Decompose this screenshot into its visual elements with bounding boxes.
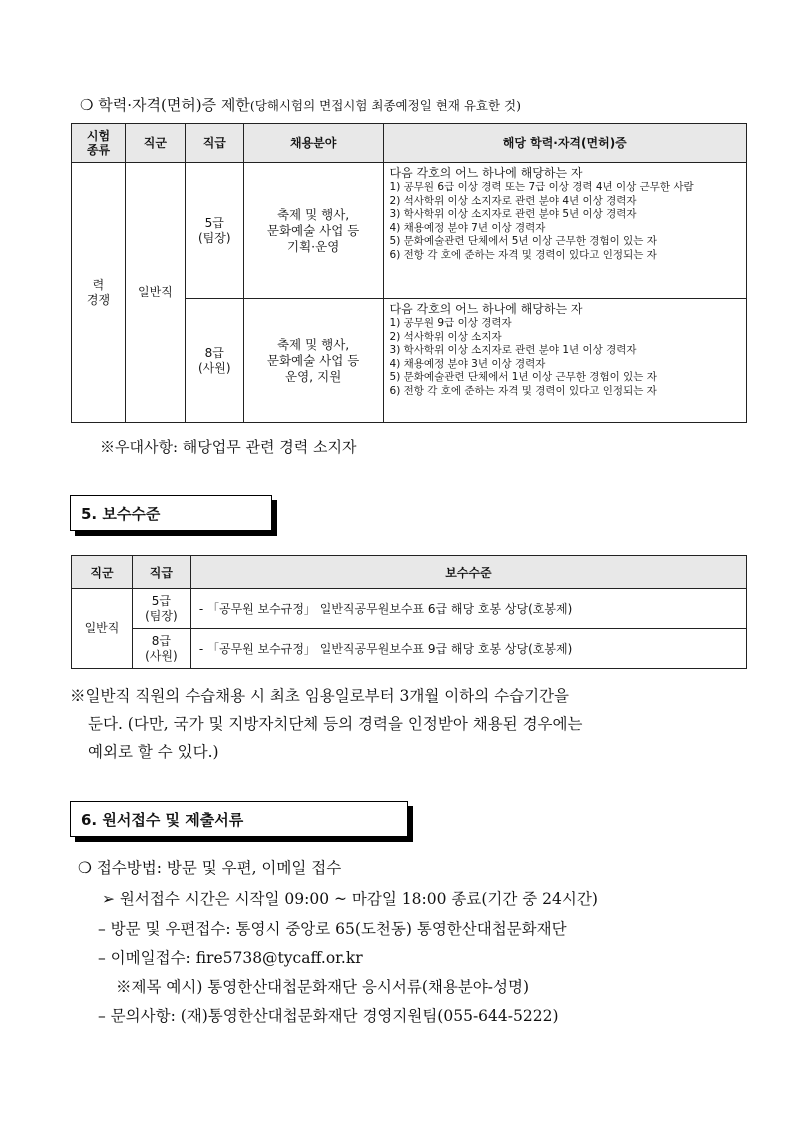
contact-info: – 문의사항: (재)통영한산대첩문화재단 경영지원팀(055-644-5222) [98, 1007, 559, 1025]
table-row [72, 589, 747, 629]
qualification-heading [80, 94, 521, 115]
qualification-item: 3) 학사학위 이상 소지자로 관련 분야 5년 이상 경력자 [389, 208, 637, 220]
pay-table [71, 555, 747, 669]
table-row [72, 163, 747, 299]
probation-note-line: 둔다. (다만, 국가 및 지방자치단체 등의 경력을 인정받아 채용된 경우에는 [88, 715, 583, 733]
grade-cell: 8급 (사원) [132, 629, 190, 669]
field-cell: 축제 및 행사, 문화예술 사업 등 운영, 지원 [243, 299, 383, 423]
probation-note [70, 682, 740, 766]
qualification-item: 2) 석사학위 이상 소지자로 관련 분야 4년 이상 경력자 [389, 194, 637, 207]
header-grade: 직급 [185, 124, 243, 163]
circle-bullet-icon: ❍ [80, 96, 94, 114]
section6-title: 6. 원서접수 및 제출서류 [70, 801, 408, 837]
job-group-cell: 일반직 [72, 589, 133, 669]
email-address: – 이메일접수: fire5738@tycaff.or.kr [98, 949, 363, 967]
header-grade: 직급 [132, 556, 190, 589]
qualification-heading-note: (당해시험의 면접시험 최종예정일 현재 유효한 것) [249, 98, 522, 113]
qualification-lead: 다음 각호의 어느 하나에 해당하는 자 [389, 302, 583, 316]
qualification-item: 6) 전항 각 호에 준하는 자격 및 경력이 있다고 인정되는 자 [389, 248, 657, 261]
qualification-table-header-row [72, 124, 747, 163]
header-exam-type: 시험 종류 [72, 124, 126, 163]
grade-cell: 5급 (팀장) [185, 163, 243, 299]
probation-note-line: 예외로 할 수 있다.) [88, 743, 219, 761]
application-time: ➢ 원서접수 시간은 시작일 09:00 ~ 마감일 18:00 종료(기간 중 24시간) [102, 890, 598, 908]
header-qualification: 해당 학력·자격(면허)증 [383, 124, 746, 163]
header-job-group: 직군 [72, 556, 133, 589]
email-subject-example: ※제목 예시) 통영한산대첩문화재단 응시서류(채용분야-성명) [116, 978, 530, 996]
qualification-item: 1) 공무원 9급 이상 경력자 [389, 317, 512, 329]
grade-cell: 8급 (사원) [185, 299, 243, 423]
job-group-cell: 일반직 [125, 163, 185, 423]
field-cell: 축제 및 행사, 문화예술 사업 등 기획·운영 [243, 163, 383, 299]
qualification-heading-text: 학력·자격(면허)증 제한 [98, 96, 250, 114]
exam-type-cell: 력 경쟁 [72, 163, 126, 423]
pay-table-header-row [72, 556, 747, 589]
qualification-item: 2) 석사학위 이상 소지자 [389, 330, 502, 343]
qualification-cell [383, 299, 746, 423]
pay-cell: - 「공무원 보수규정」 일반직공무원보수표 9급 해당 호봉 상당(호봉제) [190, 629, 746, 669]
qualification-item: 4) 채용예정 분야 7년 이상 경력자 [389, 221, 546, 234]
qualification-item: 5) 문화예술관련 단체에서 1년 이상 근무한 경험이 있는 자 [389, 371, 657, 383]
section5-title: 5. 보수수준 [70, 495, 272, 531]
header-pay: 보수수준 [190, 556, 746, 589]
probation-note-line: ※일반직 직원의 수습채용 시 최초 임용일로부터 3개월 이하의 수습기간을 [70, 687, 569, 705]
application-method: ❍ 접수방법: 방문 및 우편, 이메일 접수 [78, 859, 342, 877]
qualification-lead: 다음 각호의 어느 하나에 해당하는 자 [389, 166, 583, 180]
preference-note: ※우대사항: 해당업무 관련 경력 소지자 [100, 438, 357, 456]
qualification-item: 4) 채용예정 분야 3년 이상 경력자 [389, 357, 546, 370]
visit-mail-address: – 방문 및 우편접수: 통영시 중앙로 65(도천동) 통영한산대첩문화재단 [98, 920, 567, 938]
table-row [72, 629, 747, 669]
qualification-cell [383, 163, 746, 299]
qualification-item: 3) 학사학위 이상 소지자로 관련 분야 1년 이상 경력자 [389, 344, 637, 356]
header-job-group: 직군 [125, 124, 185, 163]
header-field: 채용분야 [243, 124, 383, 163]
qualification-item: 1) 공무원 6급 이상 경력 또는 7급 이상 경력 4년 이상 근무한 사람 [389, 181, 694, 193]
grade-cell: 5급 (팀장) [132, 589, 190, 629]
qualification-table [71, 123, 747, 423]
qualification-item: 5) 문화예술관련 단체에서 5년 이상 근무한 경험이 있는 자 [389, 235, 657, 247]
pay-cell: - 「공무원 보수규정」 일반직공무원보수표 6급 해당 호봉 상당(호봉제) [190, 589, 746, 629]
qualification-item: 6) 전항 각 호에 준하는 자격 및 경력이 있다고 인정되는 자 [389, 384, 657, 397]
